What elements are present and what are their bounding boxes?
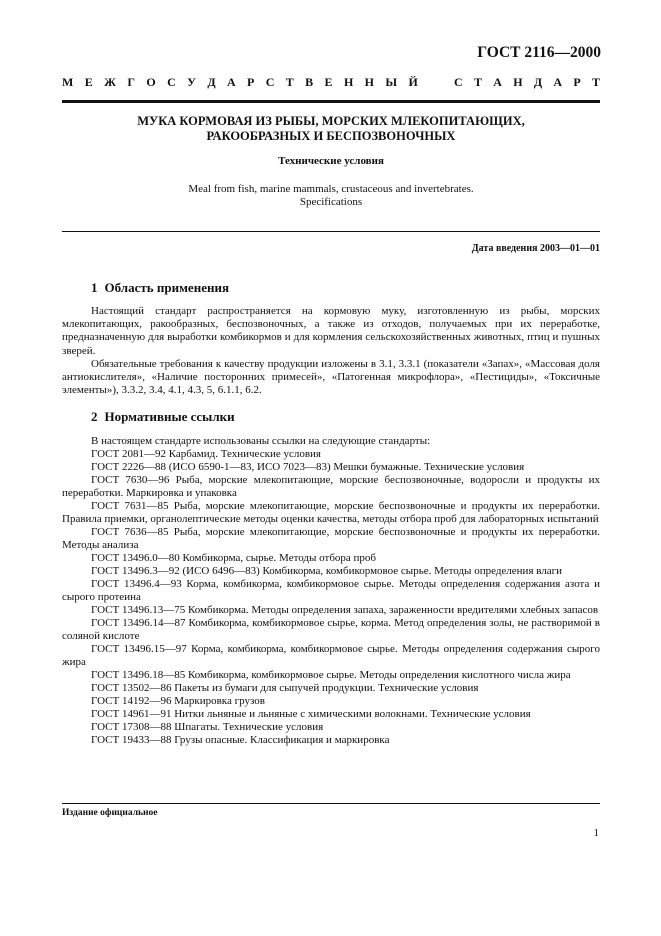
english-title-line-2: Specifications — [299, 196, 363, 208]
reference-item: ГОСТ 7630—96 Рыба, морские млекопитающие, морские беспозвоночные, водоросли и продукты их переработки. Маркировка и упаковка — [62, 474, 600, 499]
reference-item: ГОСТ 17308—88 Шпагаты. Технические условия — [91, 721, 324, 733]
references-intro: В настоящем стандарте использованы ссылки на следующие стандарты: — [91, 435, 431, 447]
reference-item: ГОСТ 13496.15—97 Корма, комбикорма, комбикормовое сырье. Методы определения содержания сырого жира — [62, 643, 600, 668]
reference-item: ГОСТ 7636—85 Рыба, морские млекопитающие, морские беспозвоночные и продукты их переработки. Методы анализа — [62, 526, 600, 551]
reference-item: ГОСТ 7631—85 Рыба, морские млекопитающие, морские беспозвоночные и продукты их переработки. Правила приемки, органолептические методы оценки качества, методы отбора проб для лабораторных испытаний — [62, 500, 600, 525]
document-subtitle: Технические условия — [278, 155, 384, 167]
reference-item: ГОСТ 13496.13—75 Комбикорма. Методы определения запаха, зараженности вредителями хлебных запасов — [91, 604, 599, 616]
title-line-2: РАКООБРАЗНЫХ И БЕСПОЗВОНОЧНЫХ — [206, 129, 456, 143]
section-1-paragraph-2 — [62, 358, 600, 398]
reference-item: ГОСТ 13502—86 Пакеты из бумаги для сыпучей продукции. Технические условия — [91, 682, 479, 694]
title-line-1: МУКА КОРМОВАЯ ИЗ РЫБЫ, МОРСКИХ МЛЕКОПИТАЮЩИХ, — [137, 114, 525, 128]
section-1-heading — [91, 280, 229, 296]
introduction-date: Дата введения 2003—01—01 — [471, 243, 600, 254]
reference-list — [62, 448, 600, 747]
banner-word-standard: С Т А Н Д А Р Т — [454, 75, 600, 89]
reference-item: ГОСТ 13496.4—93 Корма, комбикорма, комбикормовое сырье. Методы определения содержания азота и сырого протеина — [62, 578, 600, 603]
section-2-heading — [91, 409, 235, 425]
english-title — [62, 183, 600, 209]
reference-item: ГОСТ 2081—92 Карбамид. Технические условия — [91, 448, 321, 460]
reference-item: ГОСТ 14192—96 Маркировка грузов — [91, 695, 265, 707]
section-1-number: 1 — [91, 280, 98, 295]
reference-item: ГОСТ 19433—88 Грузы опасные. Классификация и маркировка — [91, 734, 390, 746]
section-1-paragraph-1 — [62, 305, 600, 358]
reference-item: ГОСТ 13496.0—80 Комбикорма, сырье. Методы отбора проб — [91, 552, 377, 564]
section-1-title: Область применения — [104, 280, 229, 295]
normative-references — [62, 435, 600, 747]
reference-item: ГОСТ 13496.14—87 Комбикорма, комбикормовое сырье, корма. Метод определения золы, не растворимой в соляной кислоте — [62, 617, 600, 642]
section-1-paragraph-2-text: Обязательные требования к качеству продукции изложены в 3.1, 3.3.1 (показатели «Запах», «Массовая доля антиокислителя», «Наличие посторонних примесей», «Патогенная микрофлора», «Пестициды», «Токсичные элементы»), 3.3.2, 3.4, 4.1, 4.3, 5, 6.1.1, 6.2. — [62, 358, 600, 397]
english-title-line-1: Meal from fish, marine mammals, crustaceous and invertebrates. — [188, 183, 474, 195]
section-2-number: 2 — [91, 409, 98, 424]
official-edition-label: Издание официальное — [62, 808, 158, 818]
banner-word-interstate: М Е Ж Г О С У Д А Р С Т В Е Н Н Ы Й — [62, 75, 418, 89]
page-number: 1 — [593, 827, 599, 839]
interstate-standard-banner — [62, 75, 600, 90]
section-1-paragraph-1-text: Настоящий стандарт распространяется на кормовую муку, изготовленную из рыбы, морских млекопитающих, ракообразных, беспозвоночных, а также из отходов, получаемых при их переработке, предназначенную для выработки комбикормов и для кормления сельскохозяйственных животных, птиц и пушных зверей. — [62, 305, 600, 357]
reference-item: ГОСТ 13496.18—85 Комбикорма, комбикормовое сырье. Методы определения кислотного числа жира — [91, 669, 571, 681]
reference-item: ГОСТ 14961—91 Нитки льняные и льняные с химическими волокнами. Технические условия — [91, 708, 531, 720]
document-number: ГОСТ 2116—2000 — [477, 44, 601, 61]
reference-item: ГОСТ 2226—88 (ИСО 6590-1—83, ИСО 7023—83) Мешки бумажные. Технические условия — [91, 461, 525, 473]
section-2-title: Нормативные ссылки — [104, 409, 235, 424]
header-divider — [62, 100, 600, 103]
reference-item: ГОСТ 13496.3—92 (ИСО 6496—83) Комбикорма, комбикормовое сырье. Методы определения влаги — [91, 565, 563, 577]
title-divider — [62, 231, 600, 232]
footer-divider — [62, 803, 600, 804]
document-title — [62, 114, 600, 144]
